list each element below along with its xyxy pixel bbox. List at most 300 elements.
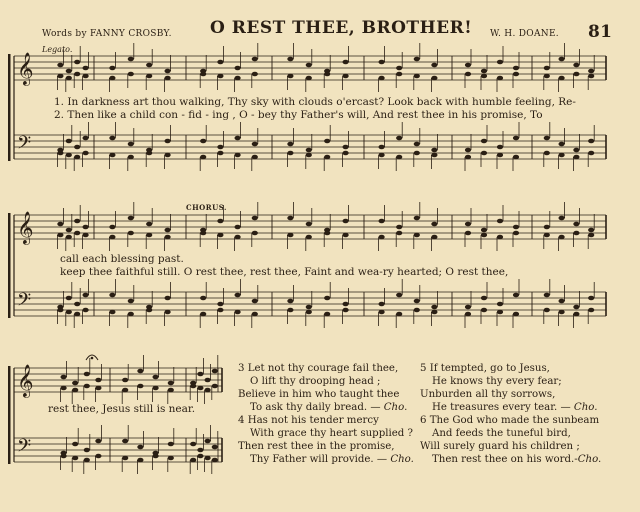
note-head: [83, 66, 89, 71]
note-head: [588, 233, 594, 238]
note-head: [414, 233, 420, 238]
note-head: [200, 312, 206, 317]
note-head: [414, 308, 420, 313]
verse-6: [420, 414, 601, 466]
note-head: [544, 151, 550, 156]
note-head: [205, 388, 211, 393]
note-head: [146, 74, 152, 79]
note-head: [544, 66, 550, 71]
note-head: [588, 139, 594, 144]
note-head: [217, 302, 223, 307]
note-head: [83, 293, 89, 298]
verse-5: [420, 362, 597, 414]
note-head: [66, 235, 72, 240]
note-head: [306, 63, 312, 68]
note-head: [396, 72, 402, 77]
note-head: [431, 63, 437, 68]
note-head: [83, 74, 89, 79]
note-head: [200, 231, 206, 236]
verse-4-line: Then rest thee in the promise,: [238, 441, 395, 452]
note-head: [465, 72, 471, 77]
note-head: [217, 308, 223, 313]
note-head: [379, 310, 385, 315]
note-head: [306, 148, 312, 153]
note-head: [57, 233, 63, 238]
note-head: [235, 310, 241, 315]
verse-1-lyric-line: 1. In darkness art thou walking, Thy sky with clouds o'ercast? Look back with humble feeling, Re-: [54, 96, 576, 108]
note-head: [217, 151, 223, 156]
note-head: [544, 308, 550, 313]
chorus-marking: CHORUS.: [186, 203, 227, 212]
note-head: [200, 72, 206, 77]
note-head: [212, 445, 218, 450]
note-head: [72, 456, 78, 461]
note-head: [109, 66, 115, 71]
note-head: [497, 60, 503, 65]
note-head: [109, 310, 115, 315]
note-head: [168, 381, 174, 386]
note-head: [122, 456, 128, 461]
note-head: [396, 136, 402, 141]
note-head: [212, 458, 218, 463]
note-head: [306, 222, 312, 227]
note-head: [197, 372, 203, 377]
note-head: [573, 222, 579, 227]
note-head: [481, 308, 487, 313]
note-head: [497, 310, 503, 315]
note-head: [287, 216, 293, 221]
verse-4: [238, 414, 414, 466]
note-head: [379, 219, 385, 224]
note-head: [168, 388, 174, 393]
note-head: [197, 448, 203, 453]
note-head: [343, 302, 349, 307]
note-head: [343, 60, 349, 65]
note-head: [205, 378, 211, 383]
note-head: [573, 155, 579, 160]
note-head: [465, 155, 471, 160]
note-head: [396, 225, 402, 230]
note-head: [252, 142, 258, 147]
treble-clef-icon: 𝄞: [17, 211, 34, 244]
note-head: [200, 155, 206, 160]
fermata-dot: [91, 357, 94, 360]
note-head: [212, 369, 218, 374]
note-head: [168, 442, 174, 447]
note-head: [324, 231, 330, 236]
note-head: [57, 74, 63, 79]
note-head: [217, 219, 223, 224]
note-head: [379, 60, 385, 65]
note-head: [431, 222, 437, 227]
note-head: [57, 63, 63, 68]
note-head: [431, 153, 437, 158]
note-head: [544, 233, 550, 238]
note-head: [84, 458, 90, 463]
note-head: [573, 305, 579, 310]
note-head: [197, 386, 203, 391]
note-head: [74, 145, 80, 150]
note-head: [559, 310, 565, 315]
note-head: [414, 74, 420, 79]
note-head: [396, 293, 402, 298]
note-head: [497, 235, 503, 240]
note-head: [137, 369, 143, 374]
note-head: [66, 296, 72, 301]
note-head: [74, 312, 80, 317]
note-head: [379, 76, 385, 81]
system-brace: [8, 213, 11, 318]
note-head: [146, 222, 152, 227]
note-head: [343, 145, 349, 150]
note-head: [252, 299, 258, 304]
note-head: [513, 66, 519, 71]
note-head: [66, 139, 72, 144]
note-head: [200, 139, 206, 144]
note-head: [559, 57, 565, 62]
note-head: [190, 458, 196, 463]
note-head: [212, 384, 218, 389]
bass-clef-icon: 𝄢: [17, 133, 32, 158]
note-head: [497, 219, 503, 224]
note-head: [287, 299, 293, 304]
verse-3-line: Believe in him who taught thee: [238, 389, 400, 400]
note-head: [481, 228, 487, 233]
note-head: [74, 302, 80, 307]
note-head: [66, 228, 72, 233]
chorus-ref: Cho.: [383, 402, 408, 413]
note-head: [109, 153, 115, 158]
note-head: [83, 136, 89, 141]
note-head: [122, 439, 128, 444]
note-head: [128, 72, 134, 77]
note-head: [95, 454, 101, 459]
note-head: [379, 145, 385, 150]
note-head: [481, 151, 487, 156]
note-head: [588, 308, 594, 313]
note-head: [287, 151, 293, 156]
note-head: [74, 155, 80, 160]
note-head: [324, 312, 330, 317]
note-head: [128, 231, 134, 236]
note-head: [137, 458, 143, 463]
note-head: [414, 151, 420, 156]
note-head: [235, 235, 241, 240]
note-head: [544, 225, 550, 230]
note-head: [513, 155, 519, 160]
note-head: [153, 454, 159, 459]
note-head: [343, 219, 349, 224]
note-head: [146, 63, 152, 68]
note-head: [128, 312, 134, 317]
note-head: [109, 293, 115, 298]
note-head: [74, 72, 80, 77]
verse-5-line: He knows thy every fear;: [432, 376, 562, 387]
bass-clef-icon: 𝄢: [17, 436, 32, 461]
note-head: [431, 305, 437, 310]
note-head: [306, 235, 312, 240]
note-head: [252, 72, 258, 77]
note-head: [513, 231, 519, 236]
note-head: [588, 296, 594, 301]
note-head: [128, 142, 134, 147]
note-head: [559, 153, 565, 158]
note-head: [559, 235, 565, 240]
note-head: [497, 145, 503, 150]
note-head: [287, 233, 293, 238]
note-head: [61, 454, 67, 459]
note-head: [165, 76, 171, 81]
note-head: [414, 57, 420, 62]
note-head: [168, 456, 174, 461]
note-head: [588, 228, 594, 233]
note-head: [57, 151, 63, 156]
note-head: [559, 299, 565, 304]
note-head: [57, 222, 63, 227]
note-head: [573, 312, 579, 317]
note-head: [61, 386, 67, 391]
note-head: [95, 386, 101, 391]
note-head: [465, 63, 471, 68]
note-head: [306, 305, 312, 310]
note-head: [481, 139, 487, 144]
system-brace: [8, 54, 11, 161]
note-head: [200, 296, 206, 301]
note-head: [343, 151, 349, 156]
note-head: [61, 375, 67, 380]
note-head: [287, 74, 293, 79]
note-head: [83, 233, 89, 238]
note-head: [109, 235, 115, 240]
verse-4-line: 4 Has not his tender mercy: [238, 415, 379, 426]
note-head: [217, 60, 223, 65]
note-head: [573, 72, 579, 77]
note-head: [128, 299, 134, 304]
verse-6-line: [420, 453, 601, 466]
note-head: [72, 442, 78, 447]
note-head: [252, 312, 258, 317]
verse-6-line: And feeds the tuneful bird,: [432, 428, 571, 439]
note-head: [497, 153, 503, 158]
note-head: [544, 293, 550, 298]
note-head: [66, 69, 72, 74]
note-head: [513, 225, 519, 230]
note-head: [66, 153, 72, 158]
note-head: [379, 302, 385, 307]
note-head: [235, 136, 241, 141]
note-head: [252, 57, 258, 62]
chorus-ref: Cho.: [390, 454, 414, 465]
note-head: [559, 216, 565, 221]
note-head: [122, 388, 128, 393]
note-head: [481, 74, 487, 79]
note-head: [217, 145, 223, 150]
note-head: [396, 155, 402, 160]
note-head: [165, 228, 171, 233]
note-head: [235, 293, 241, 298]
note-head: [306, 310, 312, 315]
note-head: [324, 139, 330, 144]
note-head: [396, 312, 402, 317]
note-head: [481, 233, 487, 238]
note-head: [190, 442, 196, 447]
note-head: [95, 439, 101, 444]
note-head: [128, 216, 134, 221]
verse-3-line: O lift thy drooping head ;: [250, 376, 381, 387]
note-head: [84, 384, 90, 389]
note-head: [57, 308, 63, 313]
verse-3-line: 3 Let not thy courage fail thee,: [238, 363, 399, 374]
note-head: [544, 136, 550, 141]
note-head: [74, 231, 80, 236]
note-head: [559, 142, 565, 147]
note-head: [72, 388, 78, 393]
note-head: [252, 216, 258, 221]
note-head: [588, 74, 594, 79]
note-head: [84, 448, 90, 453]
note-head: [513, 293, 519, 298]
verse-5-line: [420, 401, 597, 414]
note-head: [83, 151, 89, 156]
verse-5-text: He treasures every tear. —: [432, 402, 574, 413]
note-head: [109, 76, 115, 81]
verse-4-line: [238, 453, 414, 466]
note-head: [66, 76, 72, 81]
note-head: [306, 76, 312, 81]
note-head: [513, 136, 519, 141]
note-head: [513, 312, 519, 317]
note-head: [324, 296, 330, 301]
note-head: [324, 72, 330, 77]
note-head: [513, 72, 519, 77]
note-head: [122, 378, 128, 383]
verse-3-text: To ask thy daily bread. —: [250, 402, 384, 413]
note-head: [153, 386, 159, 391]
note-head: [128, 155, 134, 160]
system2-lyric-line-2: keep thee faithful still. O rest thee, rest thee, Faint and wea-ry hearted; O rest thee,: [60, 266, 509, 278]
note-head: [306, 153, 312, 158]
note-head: [343, 74, 349, 79]
tempo-marking: Legato.: [42, 45, 73, 54]
note-head: [465, 312, 471, 317]
note-head: [431, 76, 437, 81]
note-head: [72, 381, 78, 386]
note-head: [559, 76, 565, 81]
note-head: [165, 69, 171, 74]
note-head: [146, 151, 152, 156]
note-head: [497, 76, 503, 81]
note-head: [465, 305, 471, 310]
note-head: [379, 153, 385, 158]
note-head: [481, 296, 487, 301]
verse-2-lyric-line: 2. Then like a child con - fid - ing , O - bey thy Father's will, And rest thee in his promise, To: [54, 109, 543, 121]
verse-3: [238, 362, 407, 414]
note-head: [235, 66, 241, 71]
chorus-ref: Cho.: [577, 454, 602, 465]
note-head: [137, 384, 143, 389]
note-head: [165, 235, 171, 240]
note-head: [343, 308, 349, 313]
note-head: [74, 60, 80, 65]
note-head: [137, 445, 143, 450]
note-head: [252, 231, 258, 236]
note-head: [128, 57, 134, 62]
note-head: [343, 233, 349, 238]
note-head: [287, 57, 293, 62]
system2-lyric-line-1: call each blessing past.: [60, 253, 184, 265]
note-head: [205, 439, 211, 444]
note-head: [431, 148, 437, 153]
note-head: [235, 76, 241, 81]
verse-6-line: Will surely guard his children ;: [420, 441, 580, 452]
note-head: [66, 310, 72, 315]
note-head: [573, 63, 579, 68]
composer-credit: W. H. DOANE.: [490, 29, 559, 39]
note-head: [84, 372, 90, 377]
hymn-title: O REST THEE, BROTHER!: [210, 18, 473, 38]
note-head: [83, 225, 89, 230]
treble-clef-icon: 𝄞: [17, 364, 34, 397]
note-head: [588, 151, 594, 156]
page-number: 81: [588, 22, 613, 42]
verse-3-line: [238, 401, 407, 414]
note-head: [396, 231, 402, 236]
note-head: [146, 308, 152, 313]
note-head: [465, 222, 471, 227]
note-head: [481, 69, 487, 74]
verse-5-line: 5 If tempted, go to Jesus,: [420, 363, 550, 374]
note-head: [573, 148, 579, 153]
note-head: [497, 302, 503, 307]
note-head: [109, 225, 115, 230]
note-head: [465, 231, 471, 236]
note-head: [165, 296, 171, 301]
chorus-ref: Cho.: [573, 402, 598, 413]
note-head: [573, 231, 579, 236]
note-head: [287, 142, 293, 147]
note-head: [197, 454, 203, 459]
verse-6-line: 6 The God who made the sunbeam: [420, 415, 600, 426]
note-head: [165, 153, 171, 158]
note-head: [287, 308, 293, 313]
note-head: [205, 456, 211, 461]
verse-5-line: Unburden all thy sorrows,: [420, 389, 556, 400]
note-head: [588, 69, 594, 74]
note-head: [74, 219, 80, 224]
treble-clef-icon: 𝄞: [17, 52, 34, 85]
verse-6-text: Then rest thee on his word.-: [432, 454, 578, 465]
note-head: [217, 233, 223, 238]
system3-lyric-line: rest thee, Jesus still is near.: [48, 403, 196, 415]
verse-4-text: Thy Father will provide. —: [250, 454, 391, 465]
note-head: [379, 235, 385, 240]
note-head: [414, 299, 420, 304]
note-head: [414, 216, 420, 221]
note-head: [324, 155, 330, 160]
verse-4-line: With grace thy heart supplied ?: [250, 428, 413, 439]
note-head: [146, 233, 152, 238]
note-head: [165, 139, 171, 144]
note-head: [544, 74, 550, 79]
note-head: [165, 310, 171, 315]
note-head: [235, 225, 241, 230]
note-head: [431, 235, 437, 240]
note-head: [83, 308, 89, 313]
note-head: [95, 378, 101, 383]
note-head: [235, 153, 241, 158]
note-head: [190, 384, 196, 389]
note-head: [414, 142, 420, 147]
